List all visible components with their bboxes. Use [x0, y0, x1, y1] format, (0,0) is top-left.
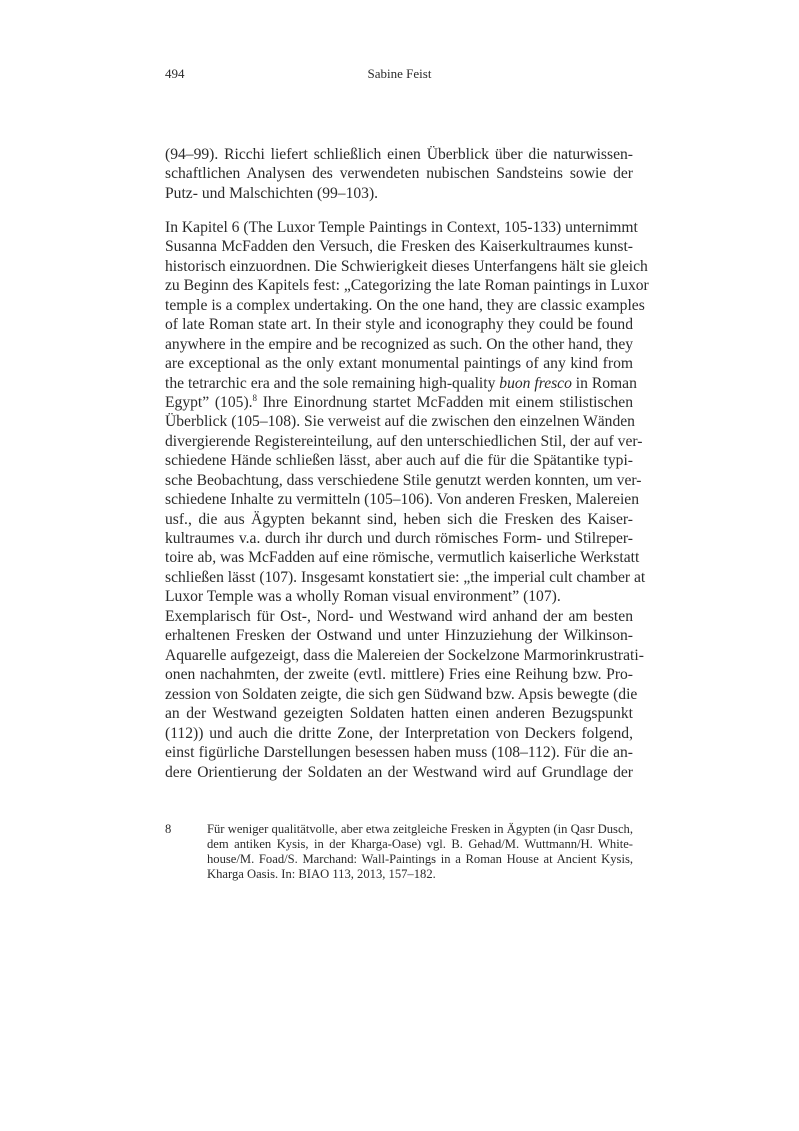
paragraph-3 — [165, 607, 644, 782]
text-run: of late Roman state art. In their style and iconography they could be found — [165, 316, 633, 334]
footnote-line: house/M. Foad/S. Marchand: Wall-Paintings in a Roman House at Ancient Kysis, — [207, 852, 633, 866]
footnote-number: 8 — [165, 822, 172, 836]
text-run: are exceptional as the only extant monumental paintings of any kind from — [165, 355, 633, 373]
text-line — [165, 257, 648, 276]
text-run: (112)) und auch die dritte Zone, der Interpretation von Deckers folgend, — [165, 724, 633, 742]
italic-text: buon fresco — [499, 374, 572, 392]
paragraph-1 — [165, 145, 633, 203]
text-line — [165, 763, 633, 782]
text-line — [165, 665, 633, 684]
text-line — [165, 432, 643, 451]
text-line — [165, 510, 633, 529]
text-run: temple is a complex undertaking. On the one hand, they are classic examples — [165, 296, 645, 314]
text-line — [165, 471, 642, 490]
text-line — [165, 164, 633, 183]
text-run: Egypt” (105). — [165, 393, 253, 411]
text-line — [165, 529, 633, 548]
text-run: onen nachahmten, der zweite (evtl. mittlere) Fries eine Reihung bzw. Pro- — [165, 666, 633, 684]
footnote-text — [207, 822, 633, 882]
text-run: zession von Soldaten zeigte, die sich gen Südwand bzw. Apsis bewegte (die — [165, 685, 638, 703]
text-run: Susanna McFadden den Versuch, die Fresken des Kaiserkultraumes kunst- — [165, 238, 633, 256]
text-run: schiedene Hände schließen lässt, aber auch auf die für die Spätantike typi- — [165, 452, 633, 470]
text-line — [165, 548, 640, 567]
text-line — [165, 393, 633, 412]
text-run: In Kapitel 6 (The Luxor Temple Paintings in Context, 105-133) unternimmt — [165, 219, 638, 236]
footnote-line: dem antiken Kysis, in der Kharga-Oase) vgl. B. Gehad/M. Wuttmann/H. White- — [207, 837, 633, 851]
page-number: 494 — [165, 66, 185, 81]
text-line — [165, 315, 633, 334]
text-run: the tetrarchic era and the sole remaining high-quality — [165, 374, 500, 392]
text-run: kultraumes v.a. durch ihr durch und durch römisches Form- und Stilreper- — [165, 530, 633, 547]
paragraph-2 — [165, 218, 649, 607]
text-run: divergierende Registereinteilung, auf den unterschiedlichen Stil, der auf ver- — [165, 432, 643, 450]
text-line — [165, 451, 633, 470]
text-line — [165, 607, 633, 626]
text-run: schaftlichen Analysen des verwendeten nubischen Sandsteins sowie der — [165, 165, 633, 183]
text-line — [165, 646, 644, 665]
text-run: an der Westwand gezeigten Soldaten hatten einen anderen Bezugspunkt — [165, 705, 633, 723]
text-run: Aquarelle aufgezeigt, dass die Malereien der Sockelzone Marmorinkrustrati- — [165, 646, 644, 664]
text-line — [165, 412, 633, 431]
text-run: historisch einzuordnen. Die Schwierigkeit dieses Unterfangens hält sie gleich — [165, 257, 648, 275]
text-run: (94–99). Ricchi liefert schließlich einen Überblick über die naturwissen- — [165, 146, 633, 163]
text-run: Überblick (105–108). Sie verweist auf die zwischen den einzelnen Wänden — [165, 413, 635, 431]
text-run: toire ab, was McFadden auf eine römische, vermutlich kaiserliche Werkstatt — [165, 549, 640, 567]
text-line — [165, 374, 637, 393]
text-line — [165, 237, 633, 256]
text-run: in Roman — [571, 374, 637, 392]
text-run: usf., die aus Ägypten bekannt sind, heben sich die Fresken des Kaiser- — [165, 510, 633, 528]
text-line — [165, 587, 633, 606]
text-run: erhaltenen Fresken der Ostwand und unter Hinzuziehung der Wilkinson- — [165, 627, 633, 645]
text-line — [165, 354, 633, 373]
text-run: Ihre Einordnung startet McFadden mit einem stilistischen — [257, 393, 633, 411]
text-run: zu Beginn des Kapitels fest: „Categorizing the late Roman paintings in Luxor — [165, 277, 649, 295]
text-line — [165, 145, 633, 164]
text-line — [165, 490, 640, 509]
text-run: Exemplarisch für Ost-, Nord- und Westwand wird anhand der am besten — [165, 608, 633, 625]
text-line — [165, 276, 649, 295]
text-run: schließen lässt (107). Insgesamt konstatiert sie: „the imperial cult chamber at — [165, 568, 646, 586]
text-run: einst figürliche Darstellungen besessen haben muss (108–112). Für die an- — [165, 744, 633, 762]
text-line — [165, 296, 645, 315]
text-line — [165, 335, 633, 354]
text-run: Putz- und Malschichten (99–103). — [165, 184, 379, 202]
text-line — [165, 184, 633, 203]
footnote-line: Kharga Oasis. In: BIAO 113, 2013, 157–182. — [207, 867, 436, 881]
running-head: Sabine Feist — [367, 66, 432, 81]
text-run: dere Orientierung der Soldaten an der Westwand wird auf Grundlage der — [165, 763, 633, 781]
footnote-reference[interactable]: 8 — [252, 392, 258, 403]
text-line — [165, 626, 633, 645]
text-run: schiedene Inhalte zu vermitteln (105–106). Von anderen Fresken, Malereien — [165, 491, 640, 509]
text-line — [165, 704, 633, 723]
text-line — [165, 568, 646, 587]
text-line — [165, 685, 638, 704]
text-run: sche Beobachtung, dass verschiedene Stile genutzt werden konnten, um ver- — [165, 471, 642, 489]
text-run: Luxor Temple was a wholly Roman visual environment” (107). — [165, 588, 561, 606]
footnote-line: Für weniger qualitätvolle, aber etwa zeitgleiche Fresken in Ägypten (in Qasr Dusch, — [207, 822, 633, 836]
text-run: anywhere in the empire and be recognized as such. On the other hand, they — [165, 335, 634, 353]
text-line — [165, 724, 633, 743]
text-line — [165, 218, 638, 237]
text-line — [165, 743, 633, 762]
